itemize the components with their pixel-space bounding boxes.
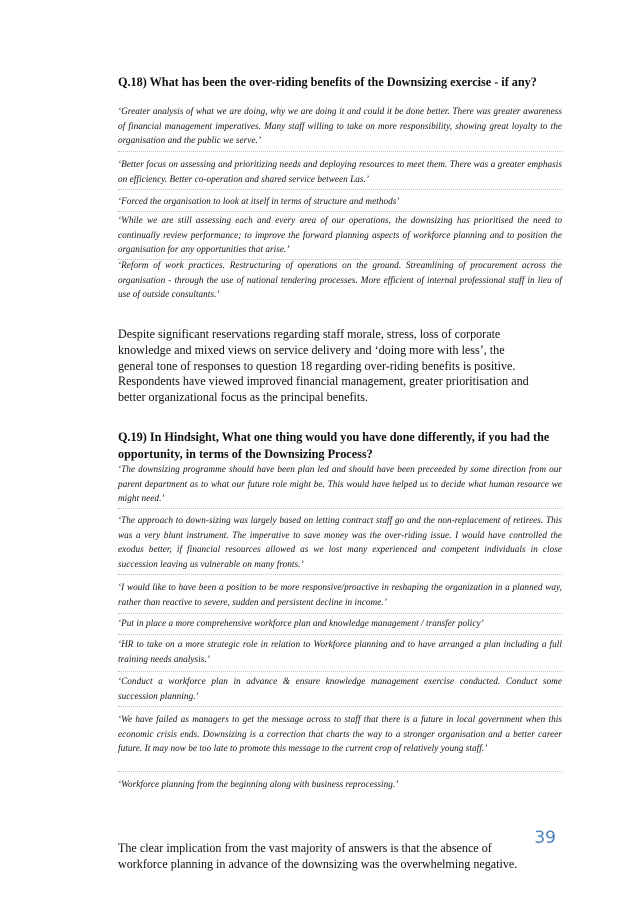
quote-divider bbox=[118, 508, 562, 509]
summary-line: workforce planning in advance of the downsizing was the overwhelming negative. bbox=[118, 857, 518, 871]
summary-line: better organizational focus as the principal benefits. bbox=[118, 390, 368, 404]
q18-quote-2: ‘Better focus on assessing and prioritizing needs and deploying resources to meet them. There was a greater emphasis on efficiency. Better co-operation and shared service between Las.’ bbox=[118, 159, 562, 184]
q19-quote-2: ‘The approach to down-sizing was largely based on letting contract staff go and the non-replacement of retirees. This was a very blunt instrument. The imperative to save money was the over-riding issue. I would have controlled the exodus better, if financial resources allowed as we lost many experienced and competent individuals in close succession leaving us vulnerable on many fronts.’ bbox=[118, 515, 562, 569]
quote-divider bbox=[118, 574, 562, 575]
q18-quote-1: ‘Greater analysis of what we are doing, why we are doing it and could it be done better. There was greater awareness of financial management imperatives. Many staff willing to take on more responsibility, showing great loyalty to the organisation and the public we serve.’ bbox=[118, 106, 562, 146]
q19-quote-8: ‘Workforce planning from the beginning along with business reprocessing.’ bbox=[118, 779, 399, 789]
quote-divider bbox=[118, 706, 562, 707]
quote-divider bbox=[118, 771, 562, 772]
question-18-heading: Q.18) What has been the over-riding benefits of the Downsizing exercise - if any? bbox=[118, 75, 537, 89]
quote-divider bbox=[118, 671, 562, 672]
question-19-heading: Q.19) In Hindsight, What one thing would you have done differently, if you had the opportunity, in terms of the Downsizing Process? bbox=[118, 430, 550, 461]
document-page bbox=[118, 0, 562, 903]
summary-line: Respondents have viewed improved financial management, greater prioritisation and bbox=[118, 374, 529, 388]
page-number: 39 bbox=[534, 828, 556, 848]
quote-divider bbox=[118, 613, 562, 614]
q18-quote-3: ‘Forced the organisation to look at itself in terms of structure and methods’ bbox=[118, 196, 400, 206]
summary-line: The clear implication from the vast majority of answers is that the absence of bbox=[118, 841, 492, 855]
quote-divider bbox=[118, 211, 562, 212]
q19-quote-6: ‘Conduct a workforce plan in advance & ensure knowledge management exercise conducted. Conduct some succession planning.’ bbox=[118, 676, 562, 701]
quote-divider bbox=[118, 151, 562, 152]
q18-quote-5: ‘Reform of work practices. Restructuring of operations on the ground. Streamlining of procurement across the organisation - through the use of national tendering processes. More efficient of internal professional staff in lieu of use of outside consultants.’ bbox=[118, 260, 562, 300]
q19-quote-7: ‘We have failed as managers to get the message across to staff that there is a future in local government when this economic crisis ends. Downsizing is a correction that charts the way to a stronger organisation and a better career future. It may now be too late to promote this message to the current crop of relatively young staff.’ bbox=[118, 714, 562, 754]
summary-line: general tone of responses to question 18 regarding over-riding benefits is positive. bbox=[118, 359, 516, 373]
q19-quote-5: ‘HR to take on a more strategic role in relation to Workforce planning and to have arranged a plan including a full training needs analysis.’ bbox=[118, 639, 562, 664]
quote-divider bbox=[118, 634, 562, 635]
q19-quote-3: ‘I would like to have been a position to be more responsive/proactive in reshaping the organization in a planned way, rather than reactive to severe, sudden and persistent decline in income.’ bbox=[118, 582, 562, 607]
summary-line: knowledge and mixed views on service delivery and ‘doing more with less’, the bbox=[118, 343, 505, 357]
q18-quote-4: ‘While we are still assessing each and every area of our operations, the downsizing has prioritised the need to continually review performance; to improve the forward planning aspects of workforce planning and to position the organisation for any opportunities that arise.’ bbox=[118, 215, 562, 255]
summary-line: Despite significant reservations regarding staff morale, stress, loss of corporate bbox=[118, 327, 501, 341]
q19-quote-1: ‘The downsizing programme should have been plan led and should have been preceeded by some direction from our parent department as to what our future role might be. This would have helped us to decide what human resource we might need.’ bbox=[118, 464, 562, 504]
q19-quote-4: ‘Put in place a more comprehensive workforce plan and knowledge management / transfer policy’ bbox=[118, 618, 484, 628]
quote-divider bbox=[118, 189, 562, 190]
